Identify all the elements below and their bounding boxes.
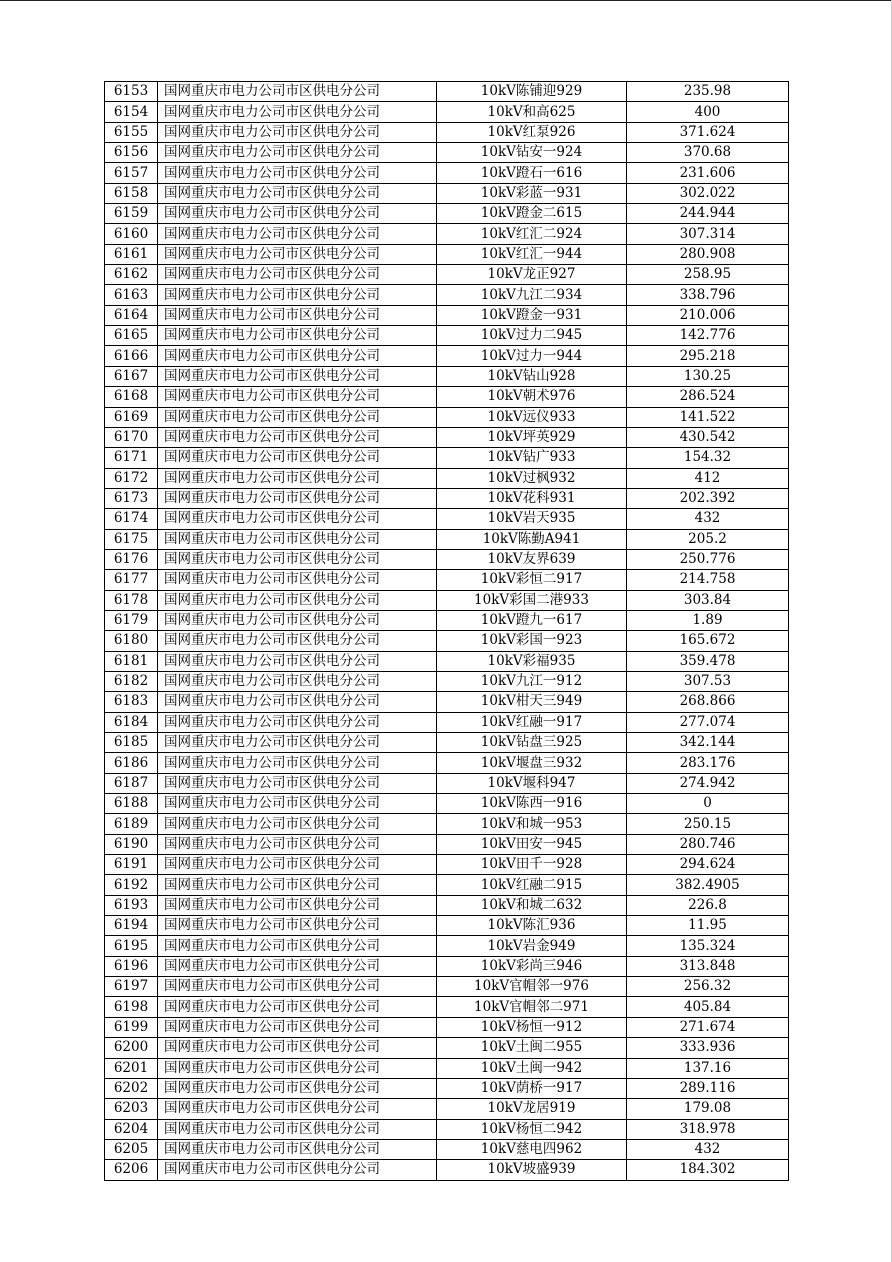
row-number-cell: 6181: [105, 651, 158, 671]
row-number-cell: 6166: [105, 346, 158, 366]
line-name-cell: 10kV田安一945: [437, 834, 627, 854]
company-name-cell: 国网重庆市电力公司市区供电分公司: [158, 1139, 437, 1159]
value-cell: 359.478: [627, 651, 789, 671]
table-row: [105, 326, 789, 346]
line-name-cell: 10kV彩福935: [437, 651, 627, 671]
table-row: [105, 956, 789, 976]
company-name-cell: 国网重庆市电力公司市区供电分公司: [158, 794, 437, 814]
value-cell: 303.84: [627, 590, 789, 610]
row-number-cell: 6197: [105, 977, 158, 997]
company-name-cell: 国网重庆市电力公司市区供电分公司: [158, 814, 437, 834]
line-name-cell: 10kV坡盛939: [437, 1160, 627, 1180]
row-number-cell: 6173: [105, 488, 158, 508]
value-cell: 371.624: [627, 122, 789, 142]
line-name-cell: 10kV彩尚三946: [437, 956, 627, 976]
row-number-cell: 6187: [105, 773, 158, 793]
value-cell: 0: [627, 794, 789, 814]
company-name-cell: 国网重庆市电力公司市区供电分公司: [158, 285, 437, 305]
row-number-cell: 6189: [105, 814, 158, 834]
table-row: [105, 387, 789, 407]
row-number-cell: 6170: [105, 427, 158, 447]
row-number-cell: 6171: [105, 448, 158, 468]
row-number-cell: 6198: [105, 997, 158, 1017]
table-row: [105, 936, 789, 956]
table-row: [105, 204, 789, 224]
table-row: [105, 733, 789, 753]
table-row: [105, 549, 789, 569]
table-row: [105, 488, 789, 508]
company-name-cell: 国网重庆市电力公司市区供电分公司: [158, 631, 437, 651]
table-row: [105, 773, 789, 793]
row-number-cell: 6160: [105, 224, 158, 244]
table-row: [105, 346, 789, 366]
company-name-cell: 国网重庆市电力公司市区供电分公司: [158, 387, 437, 407]
company-name-cell: 国网重庆市电力公司市区供电分公司: [158, 427, 437, 447]
value-cell: 295.218: [627, 346, 789, 366]
company-name-cell: 国网重庆市电力公司市区供电分公司: [158, 997, 437, 1017]
line-name-cell: 10kV土闽二955: [437, 1038, 627, 1058]
table-row: [105, 143, 789, 163]
value-cell: 318.978: [627, 1119, 789, 1139]
company-name-cell: 国网重庆市电力公司市区供电分公司: [158, 143, 437, 163]
row-number-cell: 6172: [105, 468, 158, 488]
row-number-cell: 6186: [105, 753, 158, 773]
line-name-cell: 10kV钻广933: [437, 448, 627, 468]
table-row: [105, 1078, 789, 1098]
line-name-cell: 10kV友界639: [437, 549, 627, 569]
line-name-cell: 10kV彩蓝一931: [437, 183, 627, 203]
row-number-cell: 6167: [105, 366, 158, 386]
company-name-cell: 国网重庆市电力公司市区供电分公司: [158, 936, 437, 956]
table-row: [105, 407, 789, 427]
value-cell: 405.84: [627, 997, 789, 1017]
line-name-cell: 10kV过力二945: [437, 326, 627, 346]
company-name-cell: 国网重庆市电力公司市区供电分公司: [158, 1038, 437, 1058]
line-name-cell: 10kV堰科947: [437, 773, 627, 793]
value-cell: 165.672: [627, 631, 789, 651]
row-number-cell: 6179: [105, 610, 158, 630]
value-cell: 382.4905: [627, 875, 789, 895]
value-cell: 430.542: [627, 427, 789, 447]
table-row: [105, 692, 789, 712]
company-name-cell: 国网重庆市电力公司市区供电分公司: [158, 570, 437, 590]
value-cell: 258.95: [627, 265, 789, 285]
line-name-cell: 10kV慈电四962: [437, 1139, 627, 1159]
value-cell: 289.116: [627, 1078, 789, 1098]
company-name-cell: 国网重庆市电力公司市区供电分公司: [158, 916, 437, 936]
line-name-cell: 10kV彩国二港933: [437, 590, 627, 610]
company-name-cell: 国网重庆市电力公司市区供电分公司: [158, 1160, 437, 1180]
table-row: [105, 1139, 789, 1159]
line-name-cell: 10kV彩国一923: [437, 631, 627, 651]
row-number-cell: 6175: [105, 529, 158, 549]
company-name-cell: 国网重庆市电力公司市区供电分公司: [158, 346, 437, 366]
table-row: [105, 82, 789, 102]
line-name-cell: 10kV和城一953: [437, 814, 627, 834]
value-cell: 11.95: [627, 916, 789, 936]
table-row: [105, 895, 789, 915]
value-cell: 338.796: [627, 285, 789, 305]
row-number-cell: 6174: [105, 509, 158, 529]
company-name-cell: 国网重庆市电力公司市区供电分公司: [158, 549, 437, 569]
company-name-cell: 国网重庆市电力公司市区供电分公司: [158, 1099, 437, 1119]
line-name-cell: 10kV花科931: [437, 488, 627, 508]
line-name-cell: 10kV田千一928: [437, 855, 627, 875]
line-name-cell: 10kV陈铺迎929: [437, 82, 627, 102]
company-name-cell: 国网重庆市电力公司市区供电分公司: [158, 488, 437, 508]
company-name-cell: 国网重庆市电力公司市区供电分公司: [158, 834, 437, 854]
table-row: [105, 997, 789, 1017]
line-name-cell: 10kV和高625: [437, 102, 627, 122]
row-number-cell: 6165: [105, 326, 158, 346]
value-cell: 205.2: [627, 529, 789, 549]
row-number-cell: 6191: [105, 855, 158, 875]
line-name-cell: 10kV红融二915: [437, 875, 627, 895]
company-name-cell: 国网重庆市电力公司市区供电分公司: [158, 895, 437, 915]
value-cell: 137.16: [627, 1058, 789, 1078]
value-cell: 142.776: [627, 326, 789, 346]
table-row: [105, 610, 789, 630]
value-cell: 412: [627, 468, 789, 488]
value-cell: 274.942: [627, 773, 789, 793]
table-body: [105, 82, 789, 1181]
value-cell: 286.524: [627, 387, 789, 407]
row-number-cell: 6163: [105, 285, 158, 305]
line-name-cell: 10kV土闽一942: [437, 1058, 627, 1078]
company-name-cell: 国网重庆市电力公司市区供电分公司: [158, 671, 437, 691]
value-cell: 179.08: [627, 1099, 789, 1119]
table-row: [105, 814, 789, 834]
value-cell: 302.022: [627, 183, 789, 203]
company-name-cell: 国网重庆市电力公司市区供电分公司: [158, 244, 437, 264]
row-number-cell: 6177: [105, 570, 158, 590]
row-number-cell: 6153: [105, 82, 158, 102]
table-row: [105, 244, 789, 264]
company-name-cell: 国网重庆市电力公司市区供电分公司: [158, 875, 437, 895]
line-name-cell: 10kV陈汇936: [437, 916, 627, 936]
table-row: [105, 834, 789, 854]
line-name-cell: 10kV官帽邻二971: [437, 997, 627, 1017]
table-row: [105, 651, 789, 671]
table-row: [105, 163, 789, 183]
line-name-cell: 10kV红汇二924: [437, 224, 627, 244]
line-name-cell: 10kV岩金949: [437, 936, 627, 956]
value-cell: 342.144: [627, 733, 789, 753]
line-name-cell: 10kV钻安一924: [437, 143, 627, 163]
value-cell: 283.176: [627, 753, 789, 773]
value-cell: 154.32: [627, 448, 789, 468]
company-name-cell: 国网重庆市电力公司市区供电分公司: [158, 529, 437, 549]
line-name-cell: 10kV钻山928: [437, 366, 627, 386]
table-row: [105, 753, 789, 773]
line-name-cell: 10kV远仪933: [437, 407, 627, 427]
line-name-cell: 10kV龙居919: [437, 1099, 627, 1119]
value-cell: 268.866: [627, 692, 789, 712]
table-row: [105, 631, 789, 651]
value-cell: 280.746: [627, 834, 789, 854]
value-cell: 294.624: [627, 855, 789, 875]
company-name-cell: 国网重庆市电力公司市区供电分公司: [158, 855, 437, 875]
value-cell: 214.758: [627, 570, 789, 590]
company-name-cell: 国网重庆市电力公司市区供电分公司: [158, 1119, 437, 1139]
line-name-cell: 10kV龙正927: [437, 265, 627, 285]
value-cell: 277.074: [627, 712, 789, 732]
page-top-border: [0, 0, 892, 1]
line-name-cell: 10kV彩恒二917: [437, 570, 627, 590]
table-row: [105, 468, 789, 488]
row-number-cell: 6190: [105, 834, 158, 854]
row-number-cell: 6162: [105, 265, 158, 285]
company-name-cell: 国网重庆市电力公司市区供电分公司: [158, 590, 437, 610]
table-row: [105, 1017, 789, 1037]
line-name-cell: 10kV红泵926: [437, 122, 627, 142]
value-cell: 271.674: [627, 1017, 789, 1037]
company-name-cell: 国网重庆市电力公司市区供电分公司: [158, 610, 437, 630]
table-row: [105, 265, 789, 285]
table-row: [105, 224, 789, 244]
table-row: [105, 794, 789, 814]
row-number-cell: 6178: [105, 590, 158, 610]
value-cell: 333.936: [627, 1038, 789, 1058]
table-row: [105, 366, 789, 386]
company-name-cell: 国网重庆市电力公司市区供电分公司: [158, 183, 437, 203]
company-name-cell: 国网重庆市电力公司市区供电分公司: [158, 1017, 437, 1037]
table-row: [105, 916, 789, 936]
line-name-cell: 10kV蹬金一931: [437, 305, 627, 325]
value-cell: 141.522: [627, 407, 789, 427]
company-name-cell: 国网重庆市电力公司市区供电分公司: [158, 692, 437, 712]
table-row: [105, 305, 789, 325]
company-name-cell: 国网重庆市电力公司市区供电分公司: [158, 468, 437, 488]
line-name-cell: 10kV钻盘三925: [437, 733, 627, 753]
value-cell: 184.302: [627, 1160, 789, 1180]
company-name-cell: 国网重庆市电力公司市区供电分公司: [158, 977, 437, 997]
company-name-cell: 国网重庆市电力公司市区供电分公司: [158, 204, 437, 224]
line-name-cell: 10kV官帽邻一976: [437, 977, 627, 997]
line-name-cell: 10kV九江二934: [437, 285, 627, 305]
table-row: [105, 1119, 789, 1139]
value-cell: 250.15: [627, 814, 789, 834]
value-cell: 130.25: [627, 366, 789, 386]
table-row: [105, 122, 789, 142]
company-name-cell: 国网重庆市电力公司市区供电分公司: [158, 163, 437, 183]
company-name-cell: 国网重庆市电力公司市区供电分公司: [158, 224, 437, 244]
value-cell: 231.606: [627, 163, 789, 183]
line-name-cell: 10kV朝术976: [437, 387, 627, 407]
row-number-cell: 6154: [105, 102, 158, 122]
company-name-cell: 国网重庆市电力公司市区供电分公司: [158, 956, 437, 976]
company-name-cell: 国网重庆市电力公司市区供电分公司: [158, 122, 437, 142]
line-name-cell: 10kV荫桥一917: [437, 1078, 627, 1098]
value-cell: 307.53: [627, 671, 789, 691]
value-cell: 432: [627, 509, 789, 529]
table-row: [105, 590, 789, 610]
line-name-cell: 10kV堰盘三932: [437, 753, 627, 773]
line-name-cell: 10kV红融一917: [437, 712, 627, 732]
table-row: [105, 285, 789, 305]
value-cell: 256.32: [627, 977, 789, 997]
table-row: [105, 427, 789, 447]
row-number-cell: 6203: [105, 1099, 158, 1119]
line-name-cell: 10kV过枫932: [437, 468, 627, 488]
line-name-cell: 10kV九江一912: [437, 671, 627, 691]
table-row: [105, 509, 789, 529]
value-cell: 226.8: [627, 895, 789, 915]
company-name-cell: 国网重庆市电力公司市区供电分公司: [158, 712, 437, 732]
row-number-cell: 6202: [105, 1078, 158, 1098]
data-table: [104, 81, 789, 1181]
value-cell: 370.68: [627, 143, 789, 163]
row-number-cell: 6164: [105, 305, 158, 325]
line-name-cell: 10kV蹬金二615: [437, 204, 627, 224]
table-row: [105, 875, 789, 895]
table-row: [105, 712, 789, 732]
company-name-cell: 国网重庆市电力公司市区供电分公司: [158, 407, 437, 427]
table-row: [105, 570, 789, 590]
row-number-cell: 6159: [105, 204, 158, 224]
table-row: [105, 977, 789, 997]
value-cell: 280.908: [627, 244, 789, 264]
line-name-cell: 10kV陈西一916: [437, 794, 627, 814]
row-number-cell: 6183: [105, 692, 158, 712]
row-number-cell: 6182: [105, 671, 158, 691]
table-row: [105, 1099, 789, 1119]
row-number-cell: 6155: [105, 122, 158, 142]
row-number-cell: 6180: [105, 631, 158, 651]
line-name-cell: 10kV陈勤A941: [437, 529, 627, 549]
table-row: [105, 671, 789, 691]
row-number-cell: 6199: [105, 1017, 158, 1037]
row-number-cell: 6168: [105, 387, 158, 407]
value-cell: 135.324: [627, 936, 789, 956]
line-name-cell: 10kV坪英929: [437, 427, 627, 447]
row-number-cell: 6205: [105, 1139, 158, 1159]
value-cell: 307.314: [627, 224, 789, 244]
line-name-cell: 10kV杨恒二942: [437, 1119, 627, 1139]
row-number-cell: 6158: [105, 183, 158, 203]
table-row: [105, 1058, 789, 1078]
company-name-cell: 国网重庆市电力公司市区供电分公司: [158, 773, 437, 793]
company-name-cell: 国网重庆市电力公司市区供电分公司: [158, 305, 437, 325]
row-number-cell: 6195: [105, 936, 158, 956]
company-name-cell: 国网重庆市电力公司市区供电分公司: [158, 82, 437, 102]
row-number-cell: 6161: [105, 244, 158, 264]
row-number-cell: 6156: [105, 143, 158, 163]
value-cell: 400: [627, 102, 789, 122]
company-name-cell: 国网重庆市电力公司市区供电分公司: [158, 733, 437, 753]
line-name-cell: 10kV蹬石一616: [437, 163, 627, 183]
table-row: [105, 102, 789, 122]
value-cell: 244.944: [627, 204, 789, 224]
line-name-cell: 10kV过力一944: [437, 346, 627, 366]
row-number-cell: 6157: [105, 163, 158, 183]
company-name-cell: 国网重庆市电力公司市区供电分公司: [158, 1058, 437, 1078]
row-number-cell: 6204: [105, 1119, 158, 1139]
company-name-cell: 国网重庆市电力公司市区供电分公司: [158, 753, 437, 773]
line-name-cell: 10kV蹬九一617: [437, 610, 627, 630]
row-number-cell: 6185: [105, 733, 158, 753]
value-cell: 1.89: [627, 610, 789, 630]
company-name-cell: 国网重庆市电力公司市区供电分公司: [158, 366, 437, 386]
row-number-cell: 6196: [105, 956, 158, 976]
line-name-cell: 10kV红汇一944: [437, 244, 627, 264]
table-row: [105, 529, 789, 549]
value-cell: 313.848: [627, 956, 789, 976]
line-name-cell: 10kV和城二632: [437, 895, 627, 915]
row-number-cell: 6200: [105, 1038, 158, 1058]
row-number-cell: 6193: [105, 895, 158, 915]
value-cell: 235.98: [627, 82, 789, 102]
value-cell: 210.006: [627, 305, 789, 325]
row-number-cell: 6169: [105, 407, 158, 427]
line-name-cell: 10kV岩天935: [437, 509, 627, 529]
row-number-cell: 6201: [105, 1058, 158, 1078]
row-number-cell: 6184: [105, 712, 158, 732]
value-cell: 202.392: [627, 488, 789, 508]
row-number-cell: 6206: [105, 1160, 158, 1180]
line-name-cell: 10kV柑天三949: [437, 692, 627, 712]
value-cell: 250.776: [627, 549, 789, 569]
table-row: [105, 1038, 789, 1058]
row-number-cell: 6188: [105, 794, 158, 814]
company-name-cell: 国网重庆市电力公司市区供电分公司: [158, 448, 437, 468]
table-row: [105, 448, 789, 468]
company-name-cell: 国网重庆市电力公司市区供电分公司: [158, 509, 437, 529]
table-row: [105, 1160, 789, 1180]
company-name-cell: 国网重庆市电力公司市区供电分公司: [158, 326, 437, 346]
row-number-cell: 6176: [105, 549, 158, 569]
company-name-cell: 国网重庆市电力公司市区供电分公司: [158, 265, 437, 285]
row-number-cell: 6194: [105, 916, 158, 936]
value-cell: 432: [627, 1139, 789, 1159]
table-row: [105, 183, 789, 203]
table-row: [105, 855, 789, 875]
company-name-cell: 国网重庆市电力公司市区供电分公司: [158, 1078, 437, 1098]
row-number-cell: 6192: [105, 875, 158, 895]
line-name-cell: 10kV杨恒一912: [437, 1017, 627, 1037]
company-name-cell: 国网重庆市电力公司市区供电分公司: [158, 651, 437, 671]
company-name-cell: 国网重庆市电力公司市区供电分公司: [158, 102, 437, 122]
